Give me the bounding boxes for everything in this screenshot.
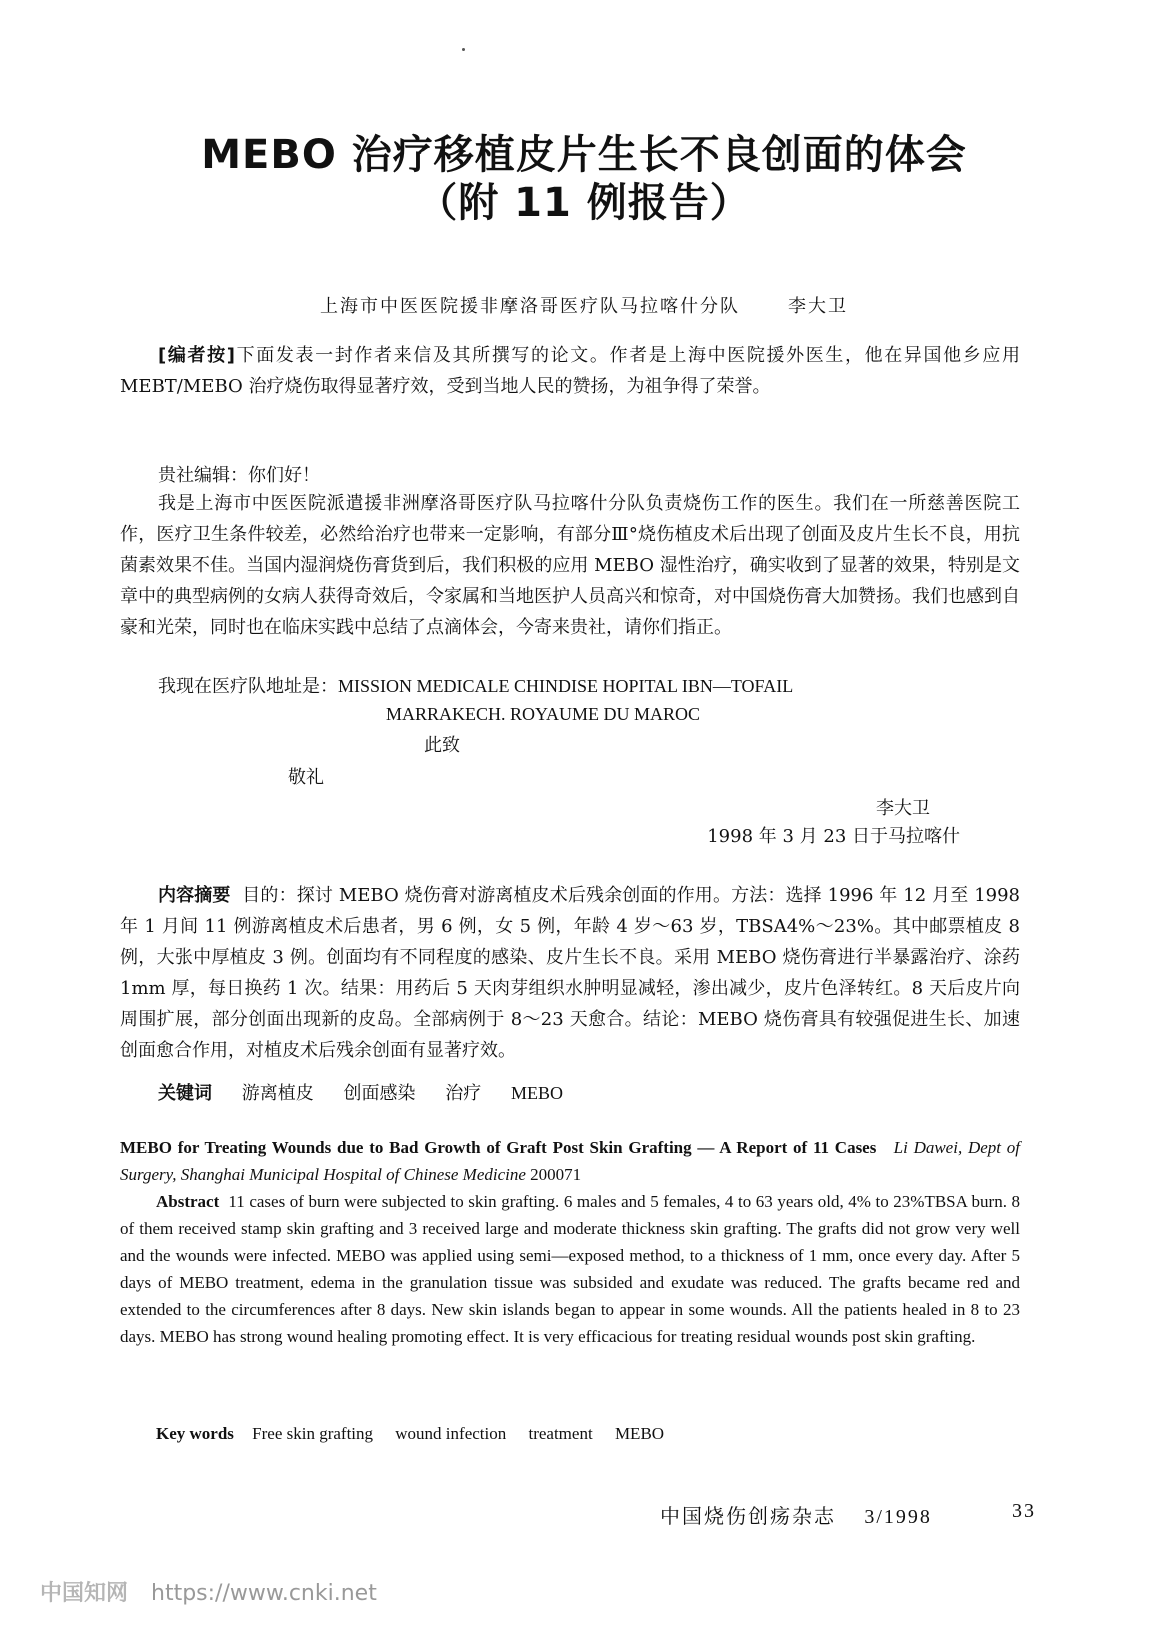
- abstract-cn-text: 目的：探讨 MEBO 烧伤膏对游离植皮术后残余创面的作用。方法：选择 1996 年 12 月至 1998 年 1 月间 11 例游离植皮术后患者，男 6 例，女 5 例，年龄 4 岁～63 岁，TBSA4%～23%。其中邮票植皮 8 例，大张中厚植皮 3 例。创面均有不同程度的感染、皮片生长不良。采用 MEBO 烧伤膏进行半暴露治疗、涂药 1mm 厚，每日换药 1 次。结果：用药后 5 天肉芽组织水肿明显减轻，渗出减少，皮片色泽转红。8 天后皮片向周围扩展，部分创面出现新的皮岛。全部病例于 8～23 天愈合。结论：MEBO 烧伤膏具有较强促进生长、加速创面愈合作用，对植皮术后残余创面有显著疗效。: [120, 885, 1021, 1061]
- abstract-cn: [120, 880, 1020, 1066]
- english-keyword-item: MEBO: [614, 1424, 665, 1443]
- english-keyword-item: wound infection: [395, 1424, 507, 1443]
- letter-signature: 李大卫: [876, 798, 930, 819]
- english-title-block: [120, 1134, 1020, 1188]
- english-keywords-label: Key words: [156, 1424, 234, 1443]
- affiliation-org: 上海市中医医院援非摩洛哥医疗队马拉喀什分队: [320, 296, 740, 317]
- letter-date: 1998 年 3 月 23 日于马拉喀什: [707, 826, 960, 847]
- editor-note: [120, 340, 1020, 402]
- address-line-1: MISSION MEDICALE CHINDISE HOPITAL IBN—TOFAIL: [338, 676, 794, 696]
- keyword-cn-item: MEBO: [510, 1083, 563, 1103]
- cnki-logo: 中国知网: [40, 1581, 129, 1606]
- letter-closing-2: 敬礼: [288, 767, 324, 788]
- journal-name: 中国烧伤创疡杂志: [660, 1504, 836, 1528]
- address-line-2: MARRAKECH. ROYAUME DU MAROC: [386, 704, 701, 724]
- keywords-cn: [158, 1079, 563, 1108]
- page-subtitle: （附 11 例报告）: [417, 180, 751, 226]
- letter-closing-1: 此致: [424, 735, 460, 756]
- english-authors: Li Dawei, Dept of Surgery, Shanghai Municipal Hospital of Chinese Medicine: [120, 1138, 1020, 1184]
- keyword-cn-item: 游离植皮: [241, 1083, 314, 1104]
- abstract-cn-label: 内容摘要: [158, 885, 231, 906]
- letter-address: [158, 672, 793, 701]
- cnki-url: https://www.cnki.net: [151, 1581, 377, 1606]
- english-keywords: [156, 1420, 664, 1448]
- english-keyword-item: treatment: [528, 1424, 593, 1443]
- scan-speck: [462, 48, 465, 51]
- editor-note-text: 下面发表一封作者来信及其所撰写的论文。作者是上海中医院援外医生，他在异国他乡应用 MEBT/MEBO 治疗烧伤取得显著疗效，受到当地人民的赞扬，为祖争得了荣誉。: [120, 345, 1021, 397]
- page-number: 33: [1012, 1500, 1036, 1522]
- english-keyword-item: Free skin grafting: [252, 1424, 374, 1443]
- keywords-cn-label: 关键词: [158, 1083, 212, 1104]
- english-abstract-text: 11 cases of burn were subjected to skin grafting. 6 males and 5 females, 4 to 63 years old, 4% to 23%TBSA burn. 8 of them received stamp skin grafting and 3 received large and moderate thickness skin grafting. The grafts did not grow very well and the wounds were infected. MEBO was applied using semi—exposed method, to a thickness of 1 mm, once every day. After 5 days of MEBO treatment, edema in the granulation tissue was subsided and exudate was reduced. The grafts became red and extended to the circumferences after 8 days. New skin islands began to appear in some wounds. All the patients healed in 8 to 23 days. MEBO has strong wound healing promoting effect. It is very efficacious for treating residual wounds post skin grafting.: [120, 1192, 1020, 1346]
- english-abstract-label: Abstract: [156, 1192, 220, 1211]
- cnki-watermark: [40, 1576, 377, 1607]
- keyword-cn-item: 创面感染: [343, 1083, 416, 1104]
- journal-issue: 3/1998: [864, 1506, 932, 1528]
- english-postcode: 200071: [530, 1165, 582, 1184]
- english-abstract: [120, 1188, 1020, 1350]
- letter-body: 我是上海市中医医院派遣援非洲摩洛哥医疗队马拉喀什分队负责烧伤工作的医生。我们在一所慈善医院工作，医疗卫生条件较差，必然给治疗也带来一定影响，有部分Ⅲ°烧伤植皮术后出现了创面及皮片生长不良，用抗菌素效果不佳。当国内湿润烧伤膏货到后，我们积极的应用 MEBO 湿性治疗，确实收到了显著的效果，特别是文章中的典型病例的女病人获得奇效后，令家属和当地医护人员高兴和惊奇，对中国烧伤膏大加赞扬。我们也感到自豪和光荣，同时也在临床实践中总结了点滴体会，今寄来贵社，请你们指正。: [120, 493, 1020, 638]
- english-title: MEBO for Treating Wounds due to Bad Growth of Graft Post Skin Grafting — A Report of 11 Cases: [120, 1138, 877, 1157]
- letter-greeting: 贵社编辑：你们好！: [158, 465, 320, 486]
- affiliation: [0, 292, 1168, 318]
- journal-footer: [660, 1500, 932, 1529]
- author-name: 李大卫: [788, 296, 848, 317]
- page-title: MEBO 治疗移植皮片生长不良创面的体会: [201, 132, 967, 178]
- editor-note-label: [编者按]: [158, 345, 235, 366]
- address-label: 我现在医疗队地址是：: [158, 676, 338, 697]
- keyword-cn-item: 治疗: [445, 1083, 482, 1104]
